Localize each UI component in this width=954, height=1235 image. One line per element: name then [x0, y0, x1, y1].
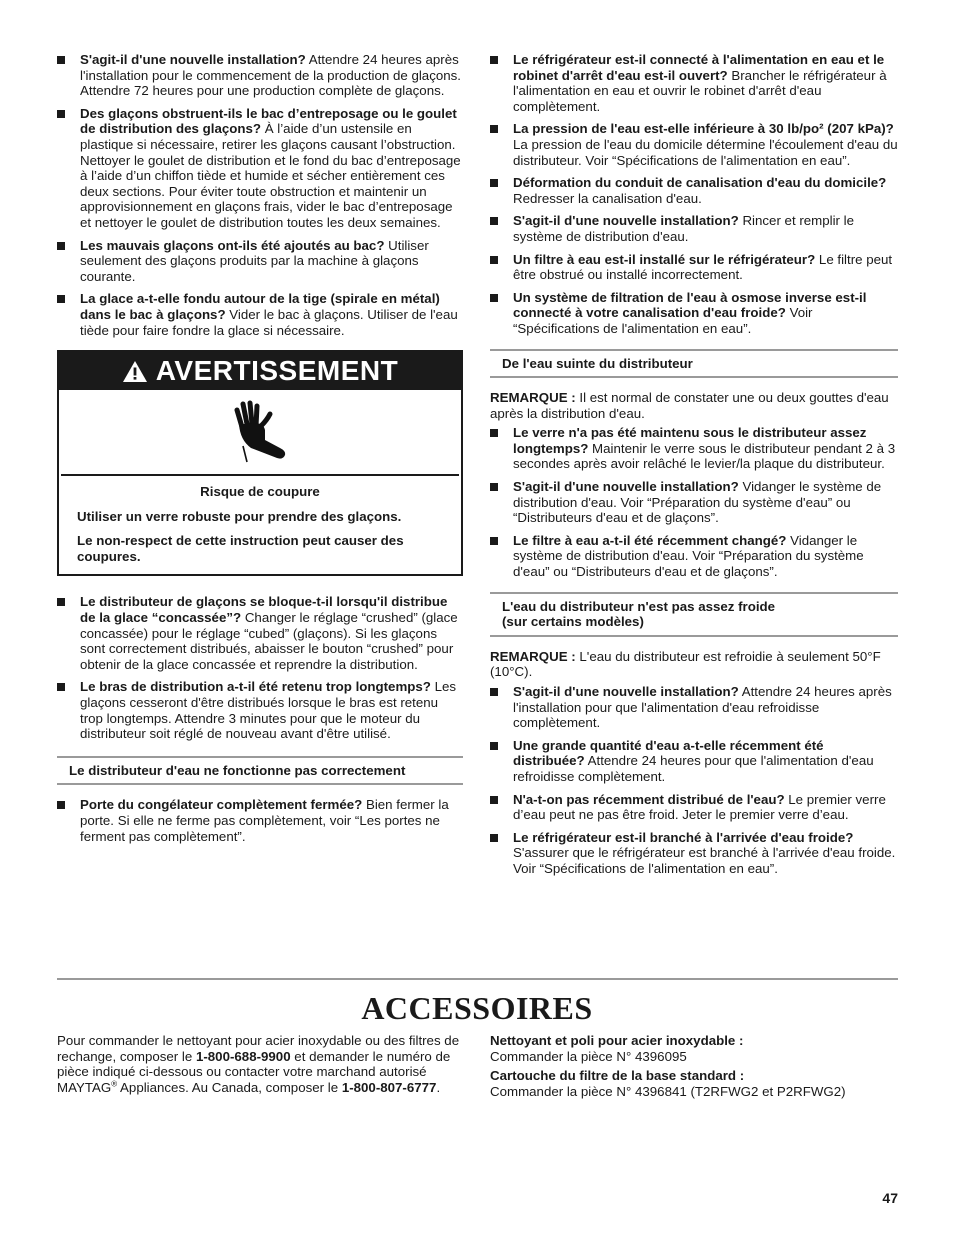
- item-answer: Maintenir le verre sous le distributeur pendant 2 à 3 secondes après avoir relâché le levier/la plaque du distributeur.: [513, 440, 896, 472]
- list-item: [490, 830, 898, 877]
- item-question: Le filtre à eau a-t-il été récemment changé?: [513, 532, 787, 548]
- square-bullet-icon: [490, 429, 498, 437]
- item-question: Des glaçons obstruent-ils le bac d’entreposage ou le goulet de distribution des glaçons?: [80, 105, 457, 137]
- item-answer: Vidanger le système de distribution d'eau. Voir “Préparation du système d'eau” ou “Distributeurs d'eau et de glaçons”.: [513, 479, 882, 526]
- list-item: [490, 425, 898, 472]
- phone-canada: 1-800-807-6777: [341, 1079, 437, 1095]
- item-question: Le bras de distribution a-t-il été retenu trop longtemps?: [80, 679, 431, 695]
- item-question: Porte du congélateur complètement fermée?: [80, 797, 363, 813]
- list-item: [490, 290, 898, 337]
- item-question: Les mauvais glaçons ont-ils été ajoutés au bac?: [80, 237, 385, 253]
- warning-box: [57, 350, 463, 576]
- accessories-title: ACCESSOIRES: [361, 990, 593, 1026]
- item-answer: Vidanger le système de distribution d'eau. Voir “Préparation du système d'eau” ou “Distributeurs d'eau et de glaçons”.: [513, 532, 864, 580]
- square-bullet-icon: [490, 796, 498, 804]
- item-answer: Attendre 24 heures après l'installation pour que l'alimentation d'eau refroidisse complètement.: [513, 684, 892, 731]
- item-question: Le verre n'a pas été maintenu sous le distributeur assez longtemps?: [513, 425, 867, 456]
- leak-note: REMARQUE : Il est normal de constater une ou deux gouttes d'eau après la distribution d'eau.: [490, 390, 889, 421]
- item-answer: Les glaçons cesseront d'être distribués lorsque le bras est retenu trop longtemps. Attendre 3 minutes pour que le moteur du distributeur soit réglé de nouveau avant d'être utilisé.: [80, 679, 457, 742]
- square-bullet-icon: [490, 742, 498, 750]
- section-divider: [57, 978, 898, 980]
- left-top-list: [57, 52, 463, 338]
- square-bullet-icon: [490, 179, 498, 187]
- list-item: [490, 52, 898, 114]
- item-answer: Rincer et remplir le système de distribution d'eau.: [513, 213, 855, 244]
- warning-triangle-icon: [122, 360, 148, 383]
- right-top-list: [490, 52, 898, 337]
- list-item: [490, 121, 898, 168]
- warning-line-2: Le non-respect de cette instruction peut causer des coupures.: [77, 533, 404, 564]
- left-column: [57, 52, 463, 851]
- item-question: S'agit-il d'une nouvelle installation?: [513, 479, 739, 495]
- section-header-cold: L'eau du distributeur n'est pas assez froide (sur certains modèles): [490, 592, 898, 637]
- warning-line-1: Utiliser un verre robuste pour prendre des glaçons.: [77, 508, 402, 524]
- item-question: N'a-t-on pas récemment distribué de l'eau?: [513, 791, 785, 807]
- item-answer: Redresser la canalisation d'eau.: [513, 190, 702, 206]
- list-item: [57, 797, 463, 844]
- list-item: [490, 738, 898, 785]
- square-bullet-icon: [57, 295, 65, 303]
- square-bullet-icon: [490, 688, 498, 696]
- item-answer: Brancher le réfrigérateur à l'alimentation en eau et ouvrir le robinet d'arrêt d'eau complètement.: [513, 67, 887, 114]
- list-item: [57, 594, 463, 672]
- item-question: Le distributeur de glaçons se bloque-t-il lorsqu'il distribue de la glace “concassée”?: [80, 594, 448, 626]
- water-dispenser-list: [57, 797, 463, 844]
- item-answer: La pression de l'eau du domicile détermine l'écoulement d'eau du distributeur. Voir “Spécifications de l'alimentation en eau”.: [513, 136, 898, 168]
- item-question: Le réfrigérateur est-il connecté à l'alimentation en eau et le robinet d'arrêt d'eau est-il ouvert?: [513, 52, 885, 83]
- item-answer: Le filtre peut être obstrué ou installé incorrectement.: [513, 251, 893, 283]
- item-question: S'agit-il d'une nouvelle installation?: [513, 213, 739, 229]
- square-bullet-icon: [57, 110, 65, 118]
- list-item: [57, 238, 463, 285]
- square-bullet-icon: [490, 56, 498, 64]
- list-item: [57, 52, 463, 99]
- warning-risk: Risque de coupure: [200, 484, 320, 500]
- right-column: [490, 52, 898, 884]
- cleaner-label: Nettoyant et poli pour acier inoxydable :: [490, 1033, 744, 1048]
- accessories-parts: [490, 1033, 898, 1103]
- phone-us: 1-800-688-9900: [195, 1048, 291, 1064]
- warning-header: [59, 352, 461, 390]
- item-answer: Vider le bac à glaçons. Utiliser de l'eau tiède pour faire fondre la glace si nécessaire.: [80, 306, 458, 338]
- left-bottom-list: [57, 594, 463, 741]
- list-item: [490, 252, 898, 283]
- item-answer: Bien fermer la porte. Si elle ne ferme pas complètement, voir “Les portes ne ferment pas complètement”.: [80, 797, 449, 844]
- square-bullet-icon: [490, 834, 498, 842]
- item-answer: Voir “Spécifications de l'alimentation en eau”.: [513, 305, 813, 336]
- filter-label: Cartouche du filtre de la base standard :: [490, 1068, 745, 1084]
- square-bullet-icon: [490, 256, 498, 264]
- cleaner-part: Commander la pièce N° 4396095: [490, 1048, 687, 1064]
- filter-part: Commander la pièce N° 4396841 (T2RFWG2 et P2RFWG2): [490, 1083, 846, 1099]
- item-answer: Le premier verre d’eau peut ne pas être froid. Jeter le premier verre d’eau.: [513, 791, 886, 823]
- square-bullet-icon: [57, 683, 65, 691]
- square-bullet-icon: [57, 242, 65, 250]
- list-item: [490, 213, 898, 244]
- item-answer: À l’aide d’un ustensile en plastique si nécessaire, retirer les glaçons causant l’obstruction. Nettoyer le goulet de distribution et le fond du bac d’entreposage à l’aide d’un chiffon tiède et humide et sécher entièrement ces deux sections. Pour éviter toute obstruction et maintenir un approvisionnement en glaçons frais, vider le bac d’entreposage et nettoyer le goulet de distribution toutes les deux semaines.: [80, 121, 461, 230]
- item-question: Le réfrigérateur est-il branché à l'arrivée d'eau froide?: [513, 829, 854, 845]
- list-item: [490, 479, 898, 526]
- item-question: Un filtre à eau est-il installé sur le réfrigérateur?: [513, 251, 816, 267]
- list-item: [57, 106, 463, 231]
- item-question: S'agit-il d'une nouvelle installation?: [513, 684, 739, 699]
- section-header-water-dispenser: Le distributeur d'eau ne fonctionne pas correctement: [57, 756, 463, 786]
- item-question: La pression de l'eau est-elle inférieure à 30 lb/po² (207 kPa)?: [513, 121, 894, 137]
- item-question: Un système de filtration de l'eau à osmose inverse est-il connecté à votre canalisation d'eau froide?: [513, 289, 867, 321]
- warning-icon-row: [61, 390, 459, 476]
- cold-list: [490, 684, 898, 877]
- square-bullet-icon: [57, 801, 65, 809]
- list-item: [490, 792, 898, 823]
- square-bullet-icon: [490, 483, 498, 491]
- page-number: 47: [882, 1190, 898, 1206]
- square-bullet-icon: [490, 125, 498, 133]
- cut-hand-icon: [225, 400, 295, 464]
- cold-note: REMARQUE : L'eau du distributeur est refroidie à seulement 50°F (10°C).: [490, 648, 881, 680]
- item-question: Une grande quantité d'eau a-t-elle récemment été distribuée?: [513, 737, 824, 769]
- item-answer: Changer le réglage “crushed” (glace concassée) pour le réglage “cubed” (glaçons). Si les glaçons sont correctement distribués, abaisser le bouton “crushed” pour obtenir de la glace concassée et reprendre la distribution.: [80, 610, 458, 672]
- square-bullet-icon: [490, 217, 498, 225]
- list-item: [490, 175, 898, 206]
- item-question: La glace a-t-elle fondu autour de la tige (spirale en métal) dans le bac à glaçons?: [80, 291, 440, 322]
- item-question: S'agit-il d'une nouvelle installation?: [80, 52, 306, 67]
- leak-list: [490, 425, 898, 579]
- square-bullet-icon: [57, 56, 65, 64]
- list-item: [490, 533, 898, 580]
- list-item: [490, 684, 898, 731]
- accessories-intro: Pour commander le nettoyant pour acier inoxydable ou des filtres de rechange, composer le 1-800-688-9900 et demander le numéro de pièce indiqué ci-dessous ou contacter votre marchand autorisé MAYTAG® Appliances. Au Canada, composer le 1-800-807-6777.: [57, 1033, 460, 1095]
- section-header-leak: De l'eau suinte du distributeur: [490, 349, 898, 379]
- square-bullet-icon: [490, 294, 498, 302]
- item-answer: Attendre 24 heures pour que l'alimentation d'eau refroidisse complètement.: [513, 753, 874, 784]
- square-bullet-icon: [490, 537, 498, 545]
- warning-title: AVERTISSEMENT: [155, 355, 399, 387]
- item-answer: Attendre 24 heures après l'installation pour le commencement de la production de glaçons. Attendre 72 heures pour une production complète de glaçons.: [80, 52, 461, 99]
- list-item: [57, 679, 463, 741]
- list-item: [57, 291, 463, 338]
- item-answer: S'assurer que le réfrigérateur est branché à l'arrivée d'eau froide. Voir “Spécifications de l'alimentation en eau”.: [513, 845, 896, 876]
- item-question: Déformation du conduit de canalisation d'eau du domicile?: [513, 175, 887, 191]
- square-bullet-icon: [57, 598, 65, 606]
- item-answer: Utiliser seulement des glaçons produits par la machine à glaçons courante.: [80, 237, 429, 284]
